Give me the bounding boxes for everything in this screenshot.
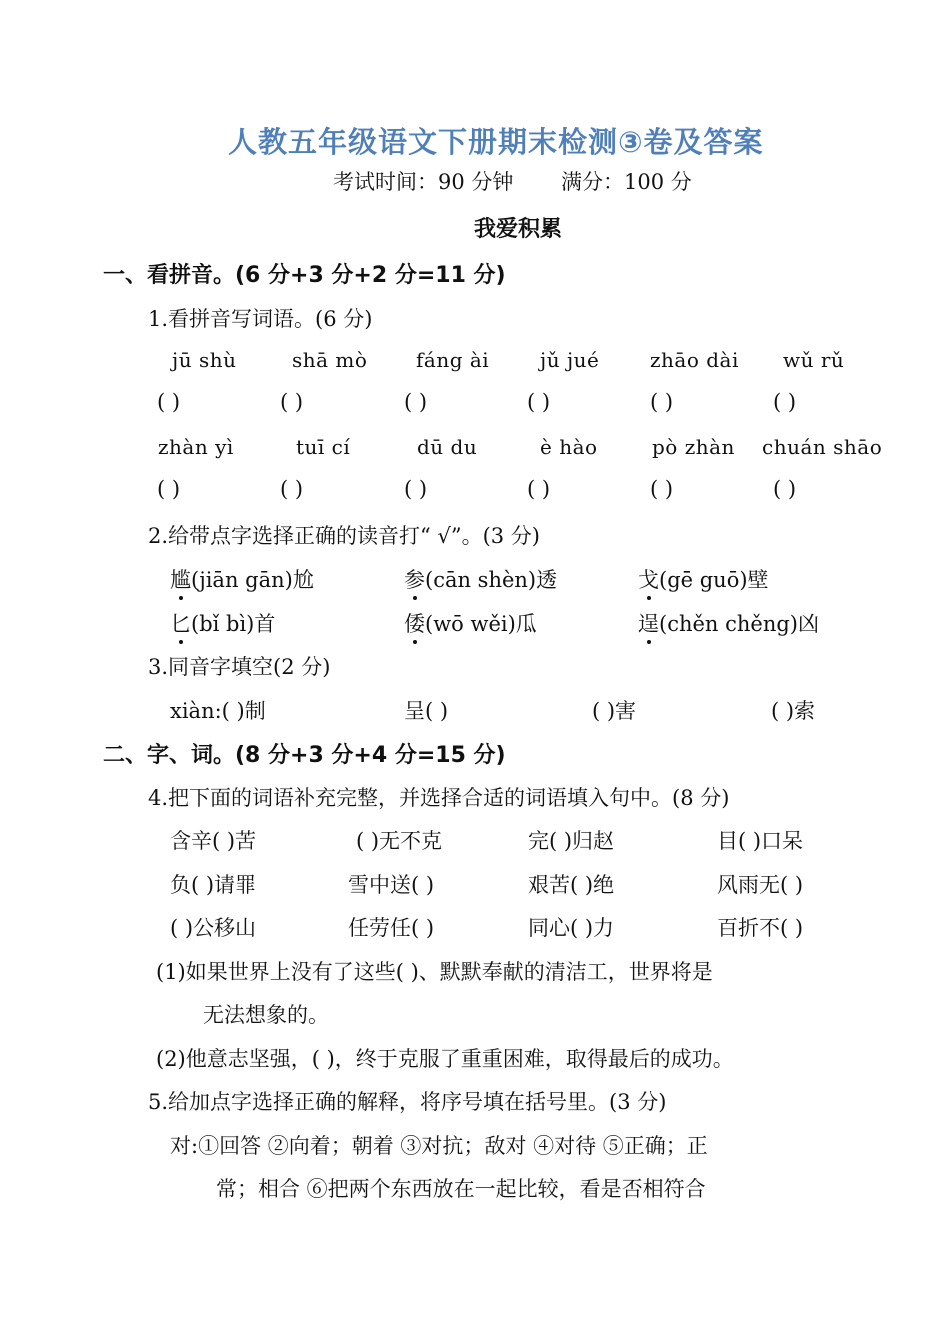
pronunciation-item[interactable] bbox=[404, 608, 537, 638]
answer-blank[interactable]: ( ) bbox=[773, 477, 797, 501]
idiom-blank[interactable]: 艰苦( )绝 bbox=[528, 873, 615, 897]
reading-options: (gē guō)壁 bbox=[659, 568, 769, 592]
q5-title: 5.给加点字选择正确的解释，将序号填在括号里。(3 分) bbox=[148, 1090, 667, 1114]
q4-sentence-2[interactable]: (2)他意志坚强，( )，终于克服了重重困难，取得最后的成功。 bbox=[156, 1047, 734, 1071]
answer-blank[interactable]: ( ) bbox=[157, 390, 181, 414]
answer-blank[interactable]: ( ) bbox=[157, 477, 181, 501]
pinyin-cell: tuī cí bbox=[296, 435, 351, 459]
idiom-blank[interactable]: 百折不( ) bbox=[717, 916, 804, 940]
dotted-char: 参 bbox=[404, 564, 425, 594]
homophone-blank[interactable]: ( )害 bbox=[592, 699, 637, 723]
pronunciation-item[interactable] bbox=[404, 564, 557, 594]
q4-sentence-1[interactable]: (1)如果世界上没有了这些( )、默默奉献的清洁工，世界将是 bbox=[156, 960, 713, 984]
idiom-blank[interactable]: 同心( )力 bbox=[528, 916, 615, 940]
q1-title: 1.看拼音写词语。(6 分) bbox=[148, 307, 373, 331]
idiom-blank[interactable]: 负( )请罪 bbox=[170, 873, 257, 897]
idiom-blank[interactable]: ( )无不克 bbox=[356, 829, 443, 853]
dotted-char: 逞 bbox=[638, 608, 659, 638]
idiom-blank[interactable]: ( )公移山 bbox=[170, 916, 257, 940]
q4-sentence-1-cont: 无法想象的。 bbox=[203, 1003, 329, 1027]
page-title: 人教五年级语文下册期末检测③卷及答案 bbox=[228, 125, 764, 159]
answer-blank[interactable]: ( ) bbox=[280, 477, 304, 501]
reading-options: (jiān gān)尬 bbox=[191, 568, 314, 592]
exam-time: 考试时间：90 分钟 bbox=[333, 170, 514, 194]
dotted-char: 匕 bbox=[170, 608, 191, 638]
q5-definitions-cont: 常；相合 ⑥把两个东西放在一起比较，看是否相符合 bbox=[216, 1177, 706, 1201]
pronunciation-item[interactable] bbox=[170, 564, 314, 594]
answer-blank[interactable]: ( ) bbox=[773, 390, 797, 414]
answer-blank[interactable]: ( ) bbox=[404, 477, 428, 501]
idiom-blank[interactable]: 完( )归赵 bbox=[528, 829, 615, 853]
idiom-blank[interactable]: 风雨无( ) bbox=[717, 873, 804, 897]
pinyin-cell: zhàn yì bbox=[158, 435, 234, 459]
pinyin-cell: fáng ài bbox=[416, 348, 490, 372]
reading-options: (wō wěi)瓜 bbox=[425, 612, 537, 636]
answer-blank[interactable]: ( ) bbox=[527, 390, 551, 414]
pinyin-cell: pò zhàn bbox=[652, 435, 735, 459]
q3-title: 3.同音字填空(2 分) bbox=[148, 655, 331, 679]
homophone-blank[interactable]: ( )索 bbox=[771, 699, 816, 723]
section-heading: 我爱积累 bbox=[474, 217, 563, 242]
dotted-char: 倭 bbox=[404, 608, 425, 638]
pinyin-cell: è hào bbox=[540, 435, 598, 459]
part1-heading: 一、看拼音。(6 分+3 分+2 分=11 分) bbox=[103, 263, 506, 288]
q2-title: 2.给带点字选择正确的读音打“ √”。(3 分) bbox=[148, 524, 540, 548]
q4-title: 4.把下面的词语补充完整，并选择合适的词语填入句中。(8 分) bbox=[148, 786, 730, 810]
answer-blank[interactable]: ( ) bbox=[280, 390, 304, 414]
idiom-blank[interactable]: 任劳任( ) bbox=[348, 916, 435, 940]
idiom-blank[interactable]: 含辛( )苦 bbox=[170, 829, 257, 853]
reading-options: (chěn chěng)凶 bbox=[659, 612, 819, 636]
reading-options: (bǐ bì)首 bbox=[191, 612, 276, 636]
part2-heading: 二、字、词。(8 分+3 分+4 分=15 分) bbox=[103, 743, 506, 768]
pinyin-cell: jū shù bbox=[172, 348, 237, 372]
reading-options: (cān shèn)透 bbox=[425, 568, 558, 592]
pinyin-cell: shā mò bbox=[292, 348, 368, 372]
idiom-blank[interactable]: 雪中送( ) bbox=[348, 873, 435, 897]
pinyin-cell: dū du bbox=[417, 435, 478, 459]
dotted-char: 尴 bbox=[170, 564, 191, 594]
pronunciation-item[interactable] bbox=[170, 608, 275, 638]
answer-blank[interactable]: ( ) bbox=[650, 390, 674, 414]
answer-blank[interactable]: ( ) bbox=[404, 390, 428, 414]
answer-blank[interactable]: ( ) bbox=[527, 477, 551, 501]
exam-score: 满分：100 分 bbox=[561, 170, 692, 194]
answer-blank[interactable]: ( ) bbox=[650, 477, 674, 501]
dotted-char: 戈 bbox=[638, 564, 659, 594]
idiom-blank[interactable]: 目( )口呆 bbox=[717, 829, 804, 853]
q5-definitions: 对:①回答 ②向着；朝着 ③对抗；敌对 ④对待 ⑤正确；正 bbox=[170, 1134, 708, 1158]
pinyin-cell: chuán shāo bbox=[762, 435, 883, 459]
pinyin-cell: jǔ jué bbox=[540, 348, 600, 372]
pinyin-cell: wǔ rǔ bbox=[783, 348, 845, 372]
pronunciation-item[interactable] bbox=[638, 608, 819, 638]
homophone-blank[interactable]: xiàn:( )制 bbox=[170, 699, 266, 723]
pinyin-cell: zhāo dài bbox=[650, 348, 739, 372]
pronunciation-item[interactable] bbox=[638, 564, 769, 594]
homophone-blank[interactable]: 呈( ) bbox=[404, 699, 449, 723]
